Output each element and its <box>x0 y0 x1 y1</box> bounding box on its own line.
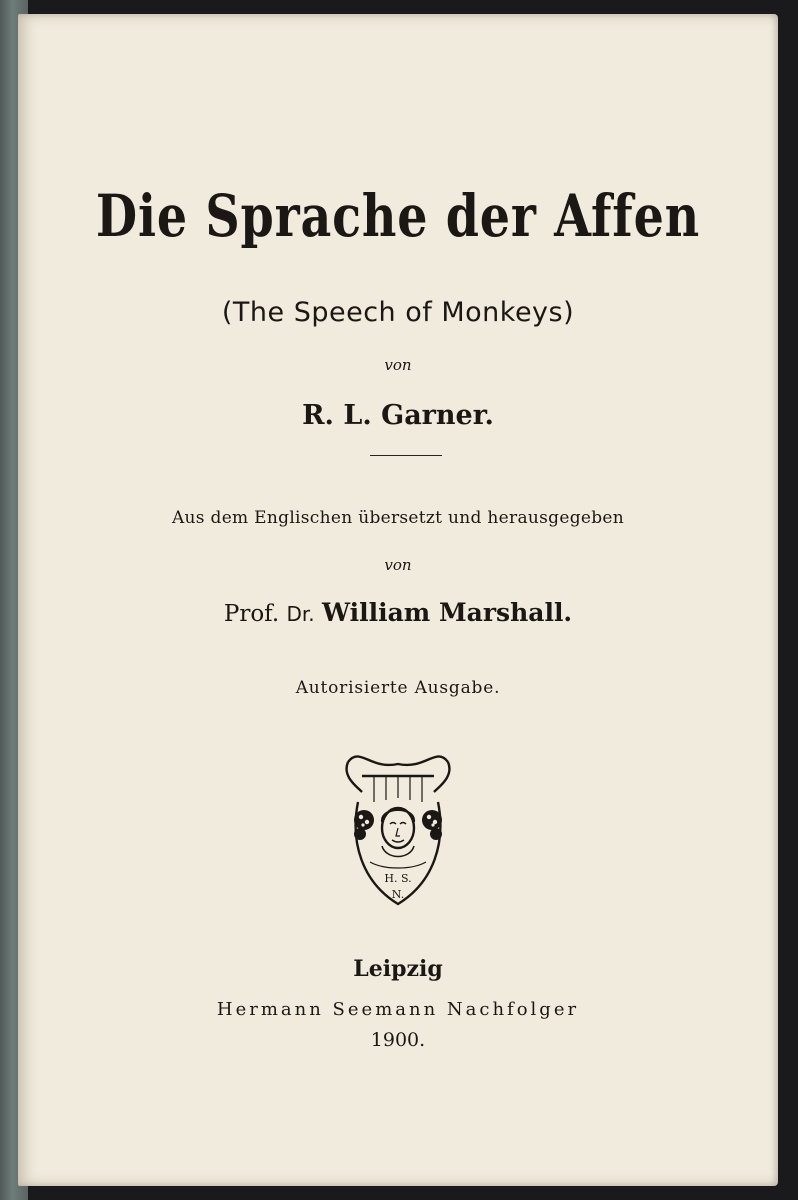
publisher-name: Hermann Seemann Nachfolger <box>216 999 580 1020</box>
editor-prefix: Prof. <box>223 601 280 627</box>
by-text: von <box>384 356 412 374</box>
publication-year: 1900. <box>370 1029 426 1051</box>
lyre-publisher-emblem-icon <box>340 742 456 912</box>
divider-rule <box>370 455 442 456</box>
publication-place: Leipzig <box>353 956 443 982</box>
editor-line <box>18 598 778 627</box>
author-name: R. L. Garner. <box>302 400 494 431</box>
by-text-editor: von <box>384 556 412 574</box>
book-subtitle: (The Speech of Monkeys) <box>221 297 575 328</box>
editor-name: William Marshall. <box>321 598 573 627</box>
emblem-initials: H. S. <box>384 872 412 885</box>
emblem-mark: N. <box>391 888 405 901</box>
title-page <box>18 14 778 1186</box>
translation-note: Aus dem Englischen übersetzt und herausgegeben <box>171 508 625 528</box>
editor-degree: Dr. <box>286 602 315 626</box>
book-title: Die Sprache der Affen <box>95 182 701 250</box>
edition-note: Autorisierte Ausgabe. <box>295 678 501 698</box>
